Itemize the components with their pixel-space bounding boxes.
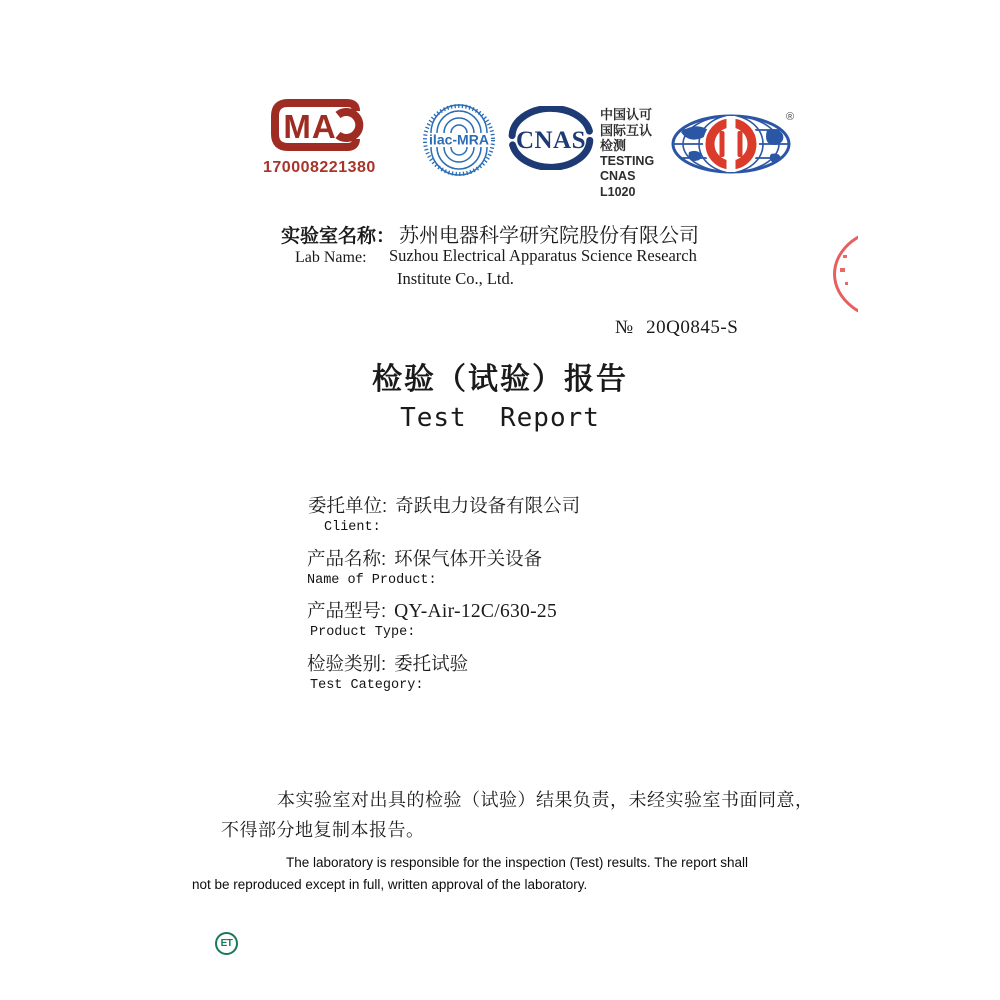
cnas-letters: CNAS (515, 127, 587, 154)
field-product-type-label-zh: 产品型号: (307, 600, 387, 621)
accreditation-line: CNAS L1020 (600, 169, 636, 199)
cma-logo (263, 98, 376, 177)
cnas-accreditation-text (600, 107, 672, 200)
footer-green-stamp-icon (215, 932, 238, 955)
report-number-row (615, 317, 738, 339)
field-product-name-row (307, 545, 542, 571)
field-product-type-value: QY-Air-12C/630-25 (394, 601, 558, 622)
ilac-mra-letters: ilac-MRA (429, 131, 489, 148)
footer-stamp-letters: ET (220, 938, 233, 949)
disclaimer-zh-line1: 本实验室对出具的检验（试验）结果负责，未经实验室书面同意， (277, 790, 814, 810)
field-client-value: 奇跃电力设备有限公司 (395, 495, 581, 516)
accreditation-line: TESTING (600, 153, 655, 168)
cma-mark-icon (268, 98, 364, 152)
field-product-name-label-en: Name of Product: (307, 573, 437, 588)
accreditation-line: 检测 (600, 138, 627, 153)
seal-text-fragment (843, 255, 847, 258)
seal-arc (833, 226, 858, 320)
cma-certificate-number: 170008221380 (263, 159, 376, 176)
seal-text-fragment (845, 282, 848, 285)
disclaimer-en-line1: The laboratory is responsible for the inspection (Test) results. The report shall (286, 855, 748, 870)
report-number-value: 20Q0845-S (646, 317, 739, 338)
field-product-name-label-zh: 产品名称: (307, 548, 387, 569)
field-product-type-row (307, 597, 557, 623)
lab-name-value-en-line1: Suzhou Electrical Apparatus Science Research (389, 246, 697, 265)
globe-icon (671, 110, 797, 176)
report-title-en: Test Report (400, 403, 600, 433)
registered-trademark-symbol: ® (785, 111, 795, 123)
cma-letters: MA (283, 108, 337, 145)
lab-name-label-zh: 实验室名称： (281, 226, 396, 247)
field-client-row (308, 492, 580, 518)
accreditation-line: 中国认可 (600, 107, 653, 122)
partial-red-seal (796, 224, 858, 320)
field-test-category-label-zh: 检验类别: (307, 653, 387, 674)
lab-name-label-en: Lab Name: (295, 249, 367, 266)
field-test-category-label-en: Test Category: (310, 678, 424, 693)
accreditation-line: 国际互认 (600, 122, 653, 138)
field-product-name-value: 环保气体开关设备 (394, 548, 543, 569)
lab-name-value-zh: 苏州电器科学研究院股份有限公司 (399, 225, 700, 247)
field-client-label-zh: 委托单位: (308, 495, 388, 516)
field-product-type-label-en: Product Type: (310, 625, 416, 640)
field-test-category-value: 委托试验 (394, 653, 469, 674)
field-client-label-en: Client: (324, 520, 381, 535)
ilac-mra-icon (421, 102, 497, 178)
cnas-icon (508, 106, 594, 170)
report-title-zh: 检验（试验）报告 (372, 363, 628, 396)
report-number-prefix: № (615, 317, 634, 338)
seal-text-fragment (840, 268, 845, 272)
ilac-mra-logo (421, 102, 497, 183)
lab-name-row (281, 219, 699, 248)
lab-name-value-en-line2: Institute Co., Ltd. (397, 269, 514, 288)
cnas-logo (508, 106, 594, 175)
field-test-category-row (307, 650, 468, 676)
disclaimer-zh-line2: 不得部分地复制本报告。 (221, 820, 425, 840)
globe-certification-logo (671, 110, 797, 181)
disclaimer-en-line2: not be reproduced except in full, written approval of the laboratory. (192, 877, 588, 892)
